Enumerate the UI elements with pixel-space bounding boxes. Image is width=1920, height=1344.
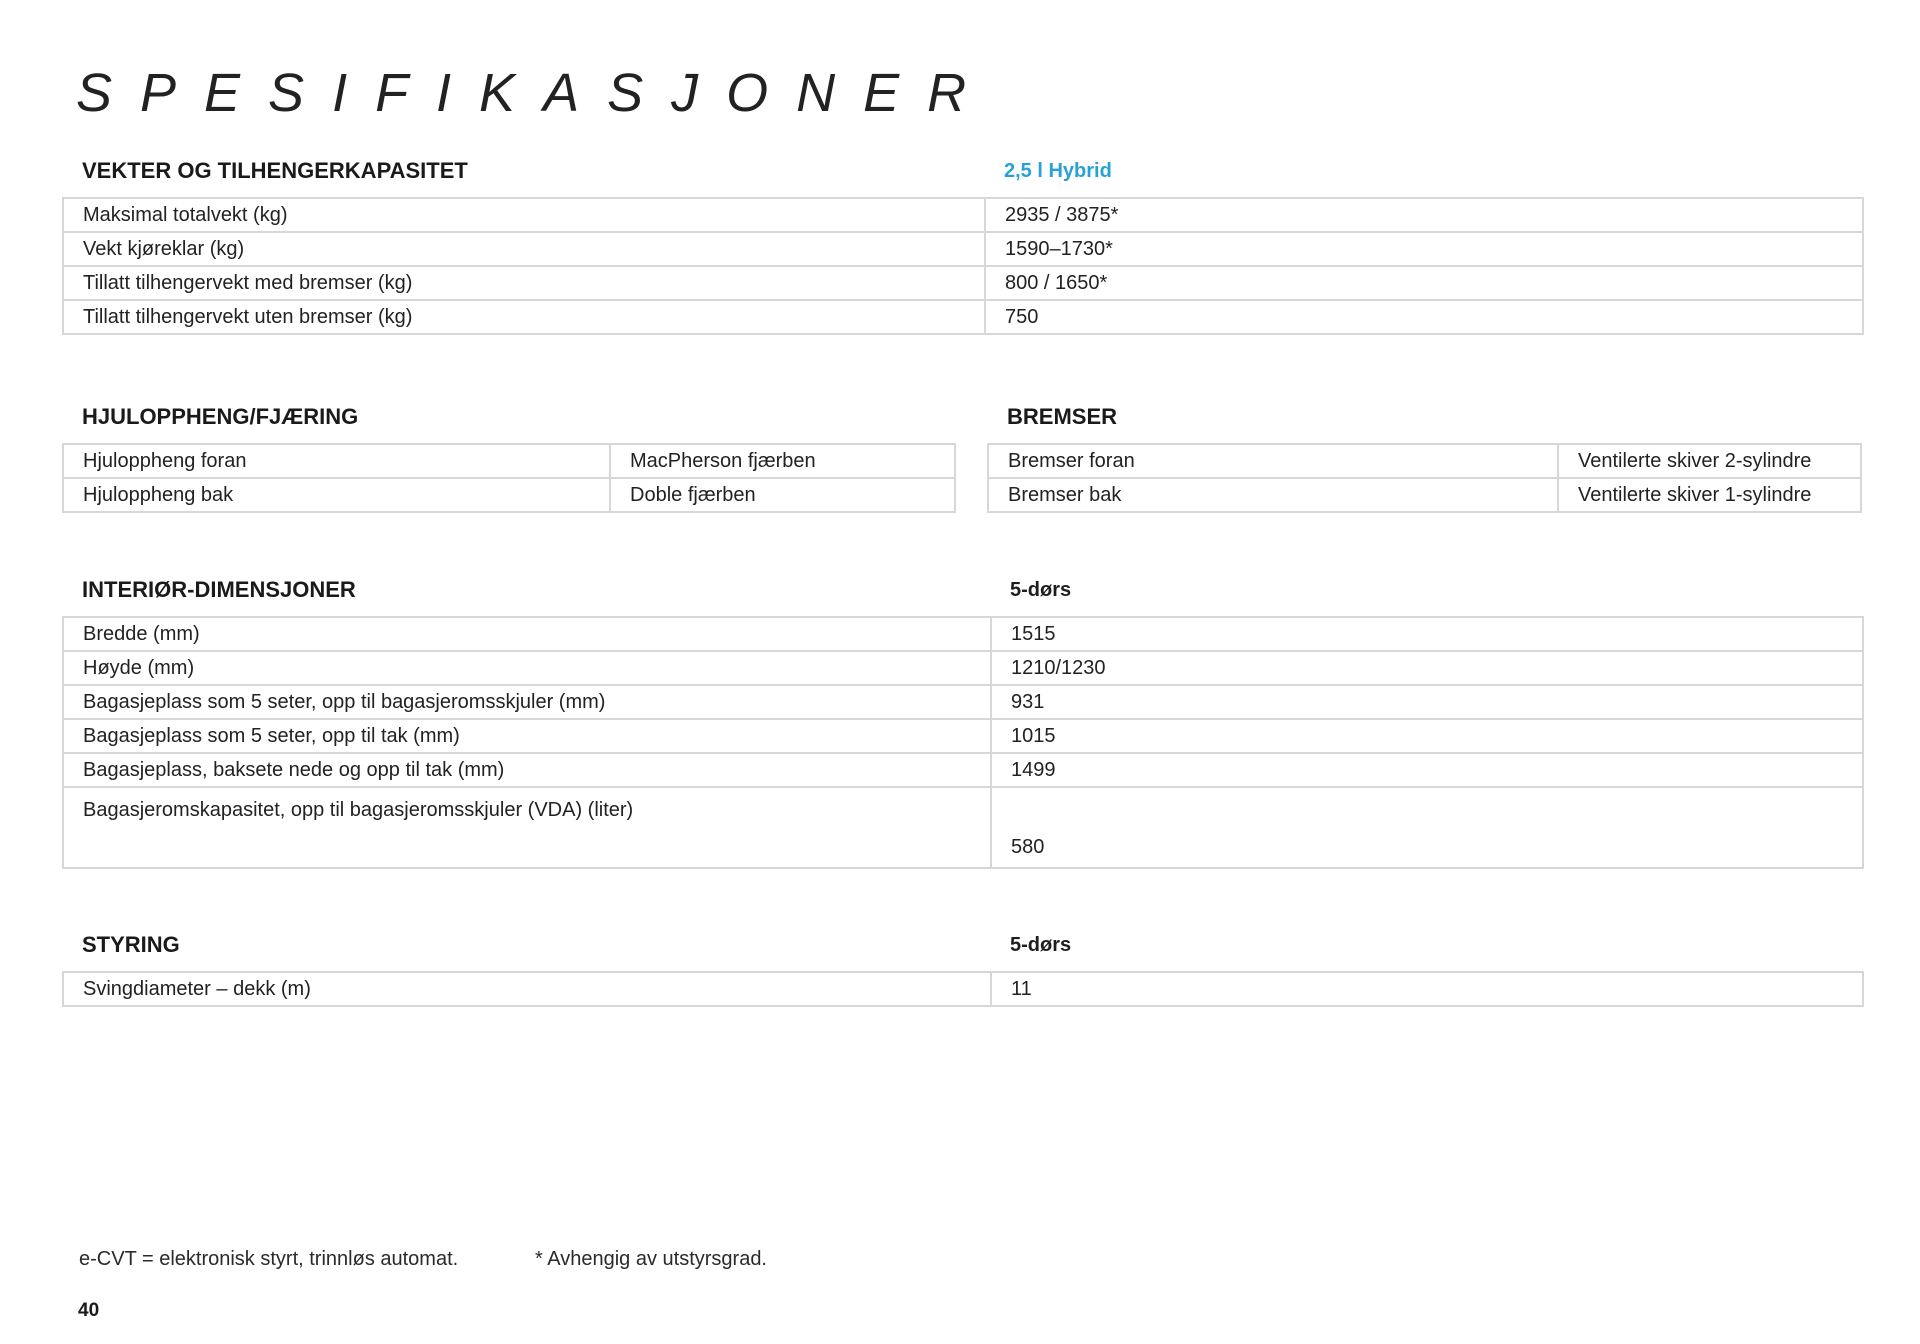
- table-row: [63, 719, 1863, 753]
- row-label: Høyde (mm): [63, 651, 991, 685]
- row-label: Maksimal totalvekt (kg): [63, 198, 985, 232]
- interior-table: [62, 616, 1864, 869]
- interior-heading: INTERIØR-DIMENSJONER: [82, 577, 356, 602]
- row-label: Bremser bak: [988, 478, 1558, 512]
- row-label: Hjuloppheng bak: [63, 478, 610, 512]
- steering-heading: STYRING: [82, 932, 180, 957]
- weights-heading: VEKTER OG TILHENGERKAPASITET: [82, 158, 468, 183]
- suspension-table: [62, 443, 956, 513]
- steering-column-heading: 5-dørs: [1010, 934, 1072, 956]
- row-label: Bagasjeplass, baksete nede og opp til tak (mm): [63, 753, 991, 787]
- row-label: Bremser foran: [988, 444, 1558, 478]
- weights-column-heading: 2,5 l Hybrid: [1004, 160, 1112, 182]
- suspension-heading: HJULOPPHENG/FJÆRING: [82, 404, 359, 429]
- row-value: Doble fjærben: [610, 478, 955, 512]
- table-row: [988, 478, 1861, 512]
- row-value: 800 / 1650*: [985, 266, 1863, 300]
- row-value: 1015: [991, 719, 1863, 753]
- row-value: 1515: [991, 617, 1863, 651]
- brakes-heading: BREMSER: [1007, 404, 1118, 429]
- row-label: Hjuloppheng foran: [63, 444, 610, 478]
- row-value: 11: [991, 972, 1863, 1006]
- row-value: 931: [991, 685, 1863, 719]
- row-label: Svingdiameter – dekk (m): [63, 972, 991, 1006]
- table-row: [63, 787, 1863, 868]
- row-value: 1590–1730*: [985, 232, 1863, 266]
- steering-table: [62, 971, 1864, 1007]
- row-value: MacPherson fjærben: [610, 444, 955, 478]
- row-label: Bagasjeplass som 5 seter, opp til bagasjeromsskjuler (mm): [63, 685, 991, 719]
- row-label: Tillatt tilhengervekt med bremser (kg): [63, 266, 985, 300]
- row-value: Ventilerte skiver 2-sylindre: [1558, 444, 1861, 478]
- table-row: [63, 478, 955, 512]
- table-row: [63, 266, 1863, 300]
- weights-table: [62, 197, 1864, 335]
- row-value: 1210/1230: [991, 651, 1863, 685]
- table-row: [63, 972, 1863, 1006]
- row-label: Bredde (mm): [63, 617, 991, 651]
- table-row: [63, 232, 1863, 266]
- page-number: 40: [78, 1300, 100, 1321]
- row-value: Ventilerte skiver 1-sylindre: [1558, 478, 1861, 512]
- table-row: [63, 444, 955, 478]
- table-row: [63, 685, 1863, 719]
- footnote-ecvt: e-CVT = elektronisk styrt, trinnløs automat.: [79, 1248, 459, 1270]
- row-value: 580: [991, 787, 1863, 868]
- table-row: [63, 753, 1863, 787]
- table-row: [63, 300, 1863, 334]
- footnote-equipment: * Avhengig av utstyrsgrad.: [535, 1248, 767, 1270]
- page-title: SPESIFIKASJONER: [76, 63, 995, 123]
- row-value: 1499: [991, 753, 1863, 787]
- interior-column-heading: 5-dørs: [1010, 579, 1072, 601]
- table-row: [988, 444, 1861, 478]
- row-value: 750: [985, 300, 1863, 334]
- brakes-table: [987, 443, 1862, 513]
- table-row: [63, 651, 1863, 685]
- row-label: Tillatt tilhengervekt uten bremser (kg): [63, 300, 985, 334]
- table-row: [63, 198, 1863, 232]
- row-label: Bagasjeromskapasitet, opp til bagasjeromsskjuler (VDA) (liter): [63, 787, 991, 868]
- row-label: Bagasjeplass som 5 seter, opp til tak (mm): [63, 719, 991, 753]
- row-label: Vekt kjøreklar (kg): [63, 232, 985, 266]
- table-row: [63, 617, 1863, 651]
- row-value: 2935 / 3875*: [985, 198, 1863, 232]
